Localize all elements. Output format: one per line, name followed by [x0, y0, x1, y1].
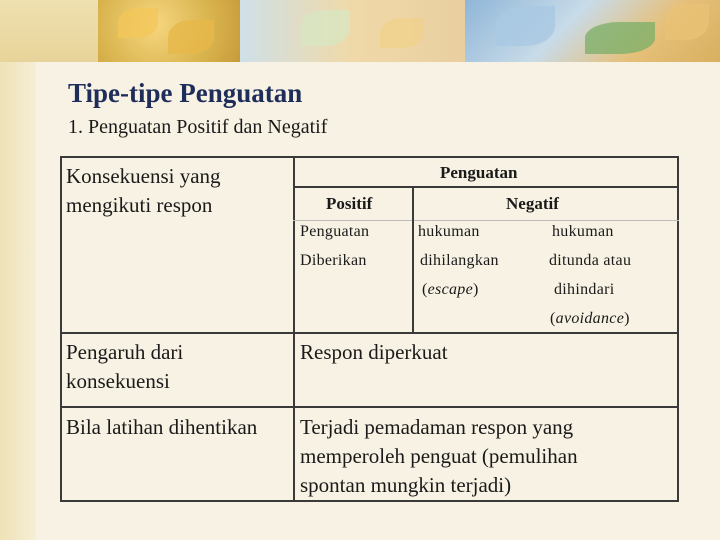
table-border-top: [60, 156, 679, 158]
slide-title: Tipe-tipe Penguatan: [68, 78, 303, 108]
header-negatif: Negatif: [506, 194, 559, 213]
positif-negatif-divider: [412, 188, 414, 332]
table-border-left: [60, 156, 62, 502]
subheader-underline: [293, 220, 679, 221]
negatif-escape-line1: hukuman: [418, 223, 480, 240]
row-value-extinction-line2: memperoleh penguat (pemulihan: [300, 444, 578, 468]
banner-tile-leaves: [98, 0, 240, 62]
positif-text-line1: Penguatan: [300, 223, 370, 240]
row-label-effect-line2: konsekuensi: [66, 369, 170, 393]
avoidance-term: avoidance: [555, 310, 625, 327]
negatif-avoidance-line3: dihindari: [554, 281, 615, 298]
leaf-shape: [380, 18, 424, 48]
header-penguatan: Penguatan: [440, 163, 518, 182]
row-label-consequence-line1: Konsekuensi yang: [66, 164, 221, 188]
row-value-extinction-line3: spontan mungkin terjadi): [300, 473, 512, 497]
negatif-escape-line3: [422, 281, 479, 299]
row-value-effect: Respon diperkuat: [300, 340, 448, 364]
row-label-effect-line1: Pengaruh dari: [66, 340, 184, 364]
negatif-avoidance-line2: ditunda atau: [549, 252, 632, 269]
flower-shape: [665, 4, 709, 40]
flower-shape: [495, 6, 555, 46]
negatif-avoidance-line4: [550, 310, 630, 328]
paren-close: ): [624, 310, 630, 327]
leaf-shape: [168, 20, 214, 54]
row-separator: [60, 406, 679, 408]
leaf-shape: [300, 10, 350, 46]
row-label-extinction: Bila latihan dihentikan: [66, 415, 258, 439]
leaf-shape: [585, 22, 655, 54]
paren-open: (: [422, 281, 428, 298]
row-label-consequence-line2: mengikuti respon: [66, 193, 213, 217]
reinforcement-table: [60, 156, 679, 502]
paren-close: ): [472, 281, 479, 298]
paren-open: (: [550, 310, 556, 327]
decorative-banner: [0, 0, 720, 62]
negatif-avoidance-line1: hukuman: [552, 223, 614, 240]
header-positif: Positif: [326, 194, 373, 213]
table-column-divider: [293, 156, 295, 502]
left-decor-strip: [0, 0, 36, 540]
negatif-escape-line2: dihilangkan: [420, 252, 499, 269]
group-header-underline: [293, 186, 679, 188]
banner-tile: [0, 0, 98, 62]
slide-subtitle: 1. Penguatan Positif dan Negatif: [68, 116, 328, 138]
table-border-right: [677, 156, 679, 502]
banner-tile-flowers: [465, 0, 720, 62]
positif-text-line2: Diberikan: [300, 252, 367, 269]
row-value-extinction-line1: Terjadi pemadaman respon yang: [300, 415, 574, 439]
escape-term: escape: [427, 281, 473, 298]
table-border-bottom: [60, 500, 679, 502]
banner-tile: [240, 0, 465, 62]
row-separator: [60, 332, 679, 334]
leaf-shape: [118, 8, 158, 38]
